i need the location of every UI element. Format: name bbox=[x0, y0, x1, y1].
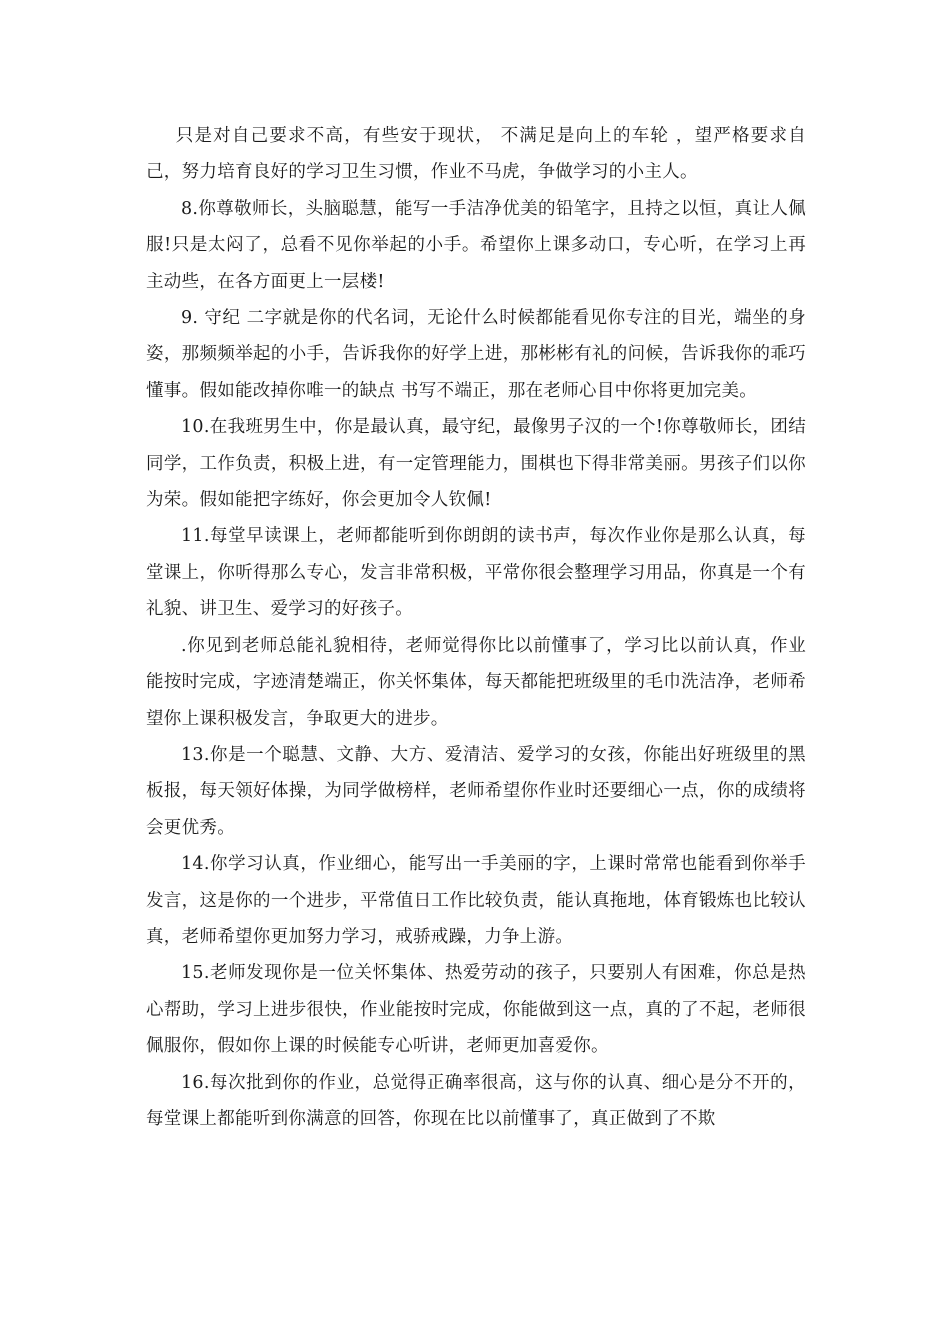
paragraph-comment-15: 15.老师发现你是一位关怀集体、热爱劳动的孩子，只要别人有困难，你总是热心帮助，学习上进步很快，作业能按时完成，你能做到这一点，真的了不起，老师很佩服你，假如你上课的时候能专心听讲，老师更加喜爱你。 bbox=[146, 963, 806, 1057]
paragraph-continuation: 只是对自己要求不高，有些安于现状， 不满足是向上的车轮 ，望严格要求自己，努力培育良好的学习卫生习惯，作业不马虎，争做学习的小主人。 bbox=[146, 126, 806, 183]
paragraph-comment-12: .你见到老师总能礼貌相待，老师觉得你比以前懂事了，学习比以前认真，作业能按时完成，字迹清楚端正，你关怀集体，每天都能把班级里的毛巾洗洁净，老师希望你上课积极发言，争取更大的进步。 bbox=[146, 635, 806, 729]
document-body bbox=[146, 118, 806, 1137]
paragraph-comment-13: 13.你是一个聪慧、文静、大方、爱清洁、爱学习的女孩，你能出好班级里的黑板报，每天领好体操，为同学做榜样，老师希望你作业时还要细心一点，你的成绩将会更优秀。 bbox=[146, 744, 806, 838]
paragraph-comment-10: 10.在我班男生中，你是最认真，最守纪，最像男子汉的一个!你尊敬师长，团结同学，工作负责，积极上进，有一定管理能力，围棋也下得非常美丽。男孩子们以你为荣。假如能把字练好，你会更加令人钦佩! bbox=[146, 417, 806, 511]
paragraph-comment-14: 14.你学习认真，作业细心，能写出一手美丽的字，上课时常常也能看到你举手发言，这是你的一个进步，平常值日工作比较负责，能认真拖地，体育锻炼也比较认真，老师希望你更加努力学习，戒骄戒躁，力争上游。 bbox=[146, 854, 806, 947]
paragraph-comment-11: 11.每堂早读课上，老师都能听到你朗朗的读书声，每次作业你是那么认真，每堂课上，你听得那么专心，发言非常积极，平常你很会整理学习用品，你真是一个有礼貌、讲卫生、爱学习的好孩子。 bbox=[146, 526, 806, 620]
paragraph-comment-16: 16.每次批到你的作业，总觉得正确率很高，这与你的认真、细心是分不开的，每堂课上都能听到你满意的回答，你现在比以前懂事了，真正做到了不欺 bbox=[146, 1072, 806, 1129]
paragraph-comment-9: 9. 守纪 二字就是你的代名词，无论什么时候都能看见你专注的目光，端坐的身姿，那频频举起的小手，告诉我你的好学上进，那彬彬有礼的问候，告诉我你的乖巧懂事。假如能改掉你唯一的缺点 书写不端正，那在老师心目中你将更加完美。 bbox=[146, 308, 806, 401]
paragraph-comment-8: 8.你尊敬师长，头脑聪慧，能写一手洁净优美的铅笔字，且持之以恒，真让人佩服!只是太闷了，总看不见你举起的小手。希望你上课多动口，专心听，在学习上再主动些，在各方面更上一层楼! bbox=[146, 198, 806, 292]
